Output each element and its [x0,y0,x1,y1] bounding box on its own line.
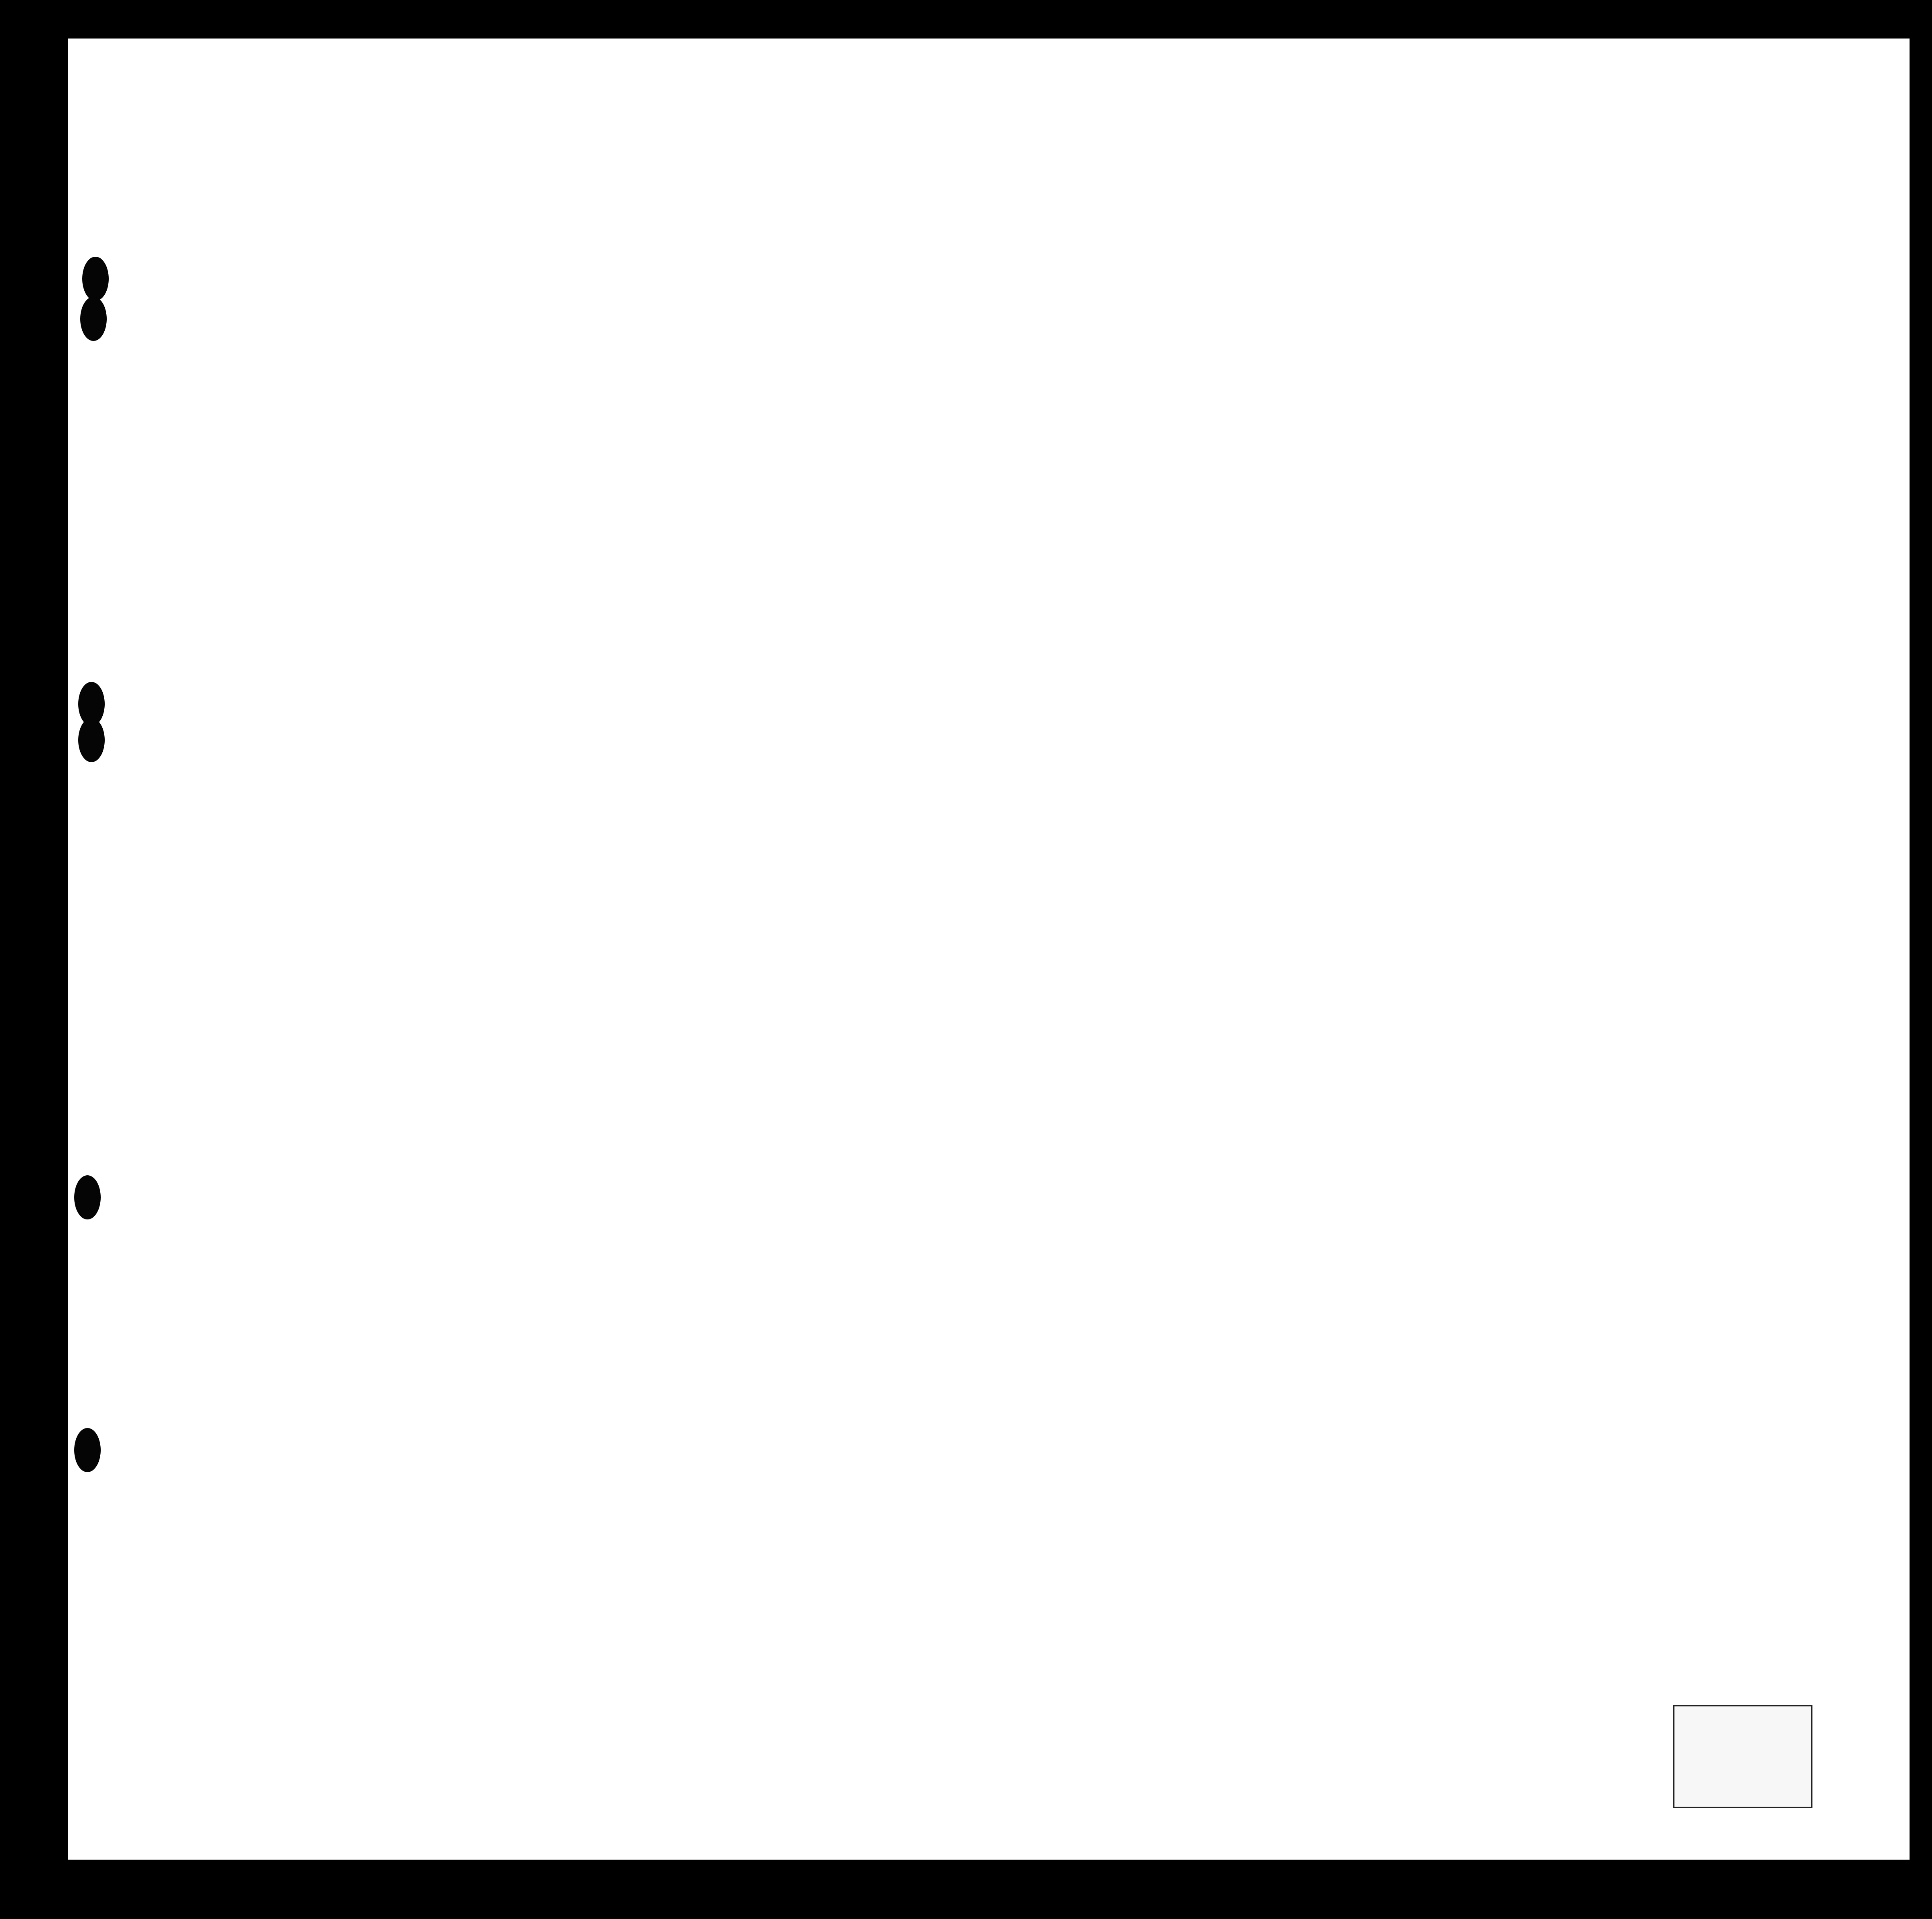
document-page [68,39,1910,1860]
punch-hole [80,297,107,341]
punch-hole [78,718,105,762]
punch-hole [82,257,109,301]
punch-hole [74,1428,101,1472]
punch-hole [74,1175,101,1219]
handwritten-page-mark [1673,1705,1812,1808]
